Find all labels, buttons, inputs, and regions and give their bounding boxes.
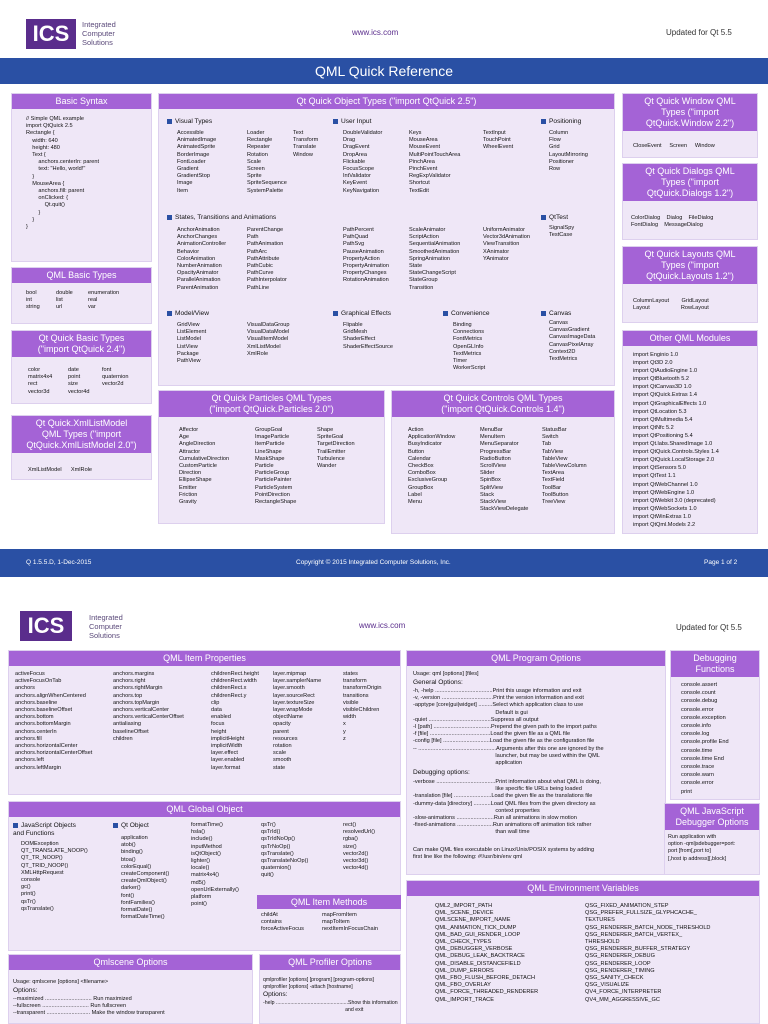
type-column: Loader Rectangle Repeater Rotation Scale Screen Sprite SpriteSequence SystemPalette (247, 130, 287, 194)
box-title: Qt Quick Layouts QML Types ("import QtQuick.Layouts 1.2") (623, 247, 757, 284)
section-heading: Options: (13, 987, 38, 994)
box-title: QML Basic Types (12, 268, 151, 283)
type-column: DoubleValidator Drag DragEvent DropArea Flickable FocusScope IntValidator KeyEvent KeyNavigation (343, 130, 383, 194)
type-list: CloseEvent Screen Window (633, 143, 715, 149)
box-title: Qt Quick Basic Types ("import QtQuick 2.4") (12, 331, 151, 357)
bullet-icon (443, 311, 448, 316)
box-title: Debugging Functions (671, 651, 759, 677)
window-types-box (622, 93, 758, 158)
section-heading (13, 822, 76, 838)
type-column: enumeration real var (88, 290, 120, 311)
type-column: Column Flow Grid LayoutMirroring Positioner Row (549, 130, 588, 173)
bullet-icon (13, 823, 18, 828)
box-title: QML Program Options (407, 651, 665, 666)
bullet-icon (167, 119, 172, 124)
bullet-icon (333, 119, 338, 124)
company-name-line: Integrated (82, 20, 116, 29)
type-column: UniformAnimator Vector3dAnimation ViewTransition XAnimator YAnimator (483, 227, 530, 262)
option-list: -help ..................................................Show this information and exit (263, 1000, 398, 1014)
type-column: MenuBar MenuItem MenuSeparator ProgressBar RadioButton ScrollView Slider SpinBox SplitView Stack StackView StackViewDelegate (480, 427, 529, 513)
code-sample: // Simple QML example import QtQuick 2.5 Rectangle { width: 640 height: 480 Text { anchors.centerIn: parent text: "Hello, world!" } MouseArea { anchors.fill: parent onClicked: { Qt.quit() } } } (26, 116, 100, 231)
variable-column: QSG_FIXED_ANIMATION_STEP QSG_PREFER_FULLSIZE_GLYPHCACHE_ TEXTURES QSG_RENDERER_BATCH_NODE_THRESHOLD QSG_RENDERER_BATCH_VERTEX_ THRESHOLD QSG_RENDERER_BUFFER_STRATEGY QSG_RENDERER_DEBUG QSG_RENDERER_LOOP QSG_RENDERER_TIMING QSG_SANITY_CHECK QSG_VISUALIZE QV4_FORCE_INTERPRETER QV4_MM_AGGRESSIVE_GC (585, 903, 711, 1003)
ics-logo: ICS (26, 19, 76, 49)
particles-box (158, 390, 385, 524)
function-column: formatTime() hsla() include() inputMethod isQtObject() lighter() locale() matrix4x4() md5() openUrlExternally() platform point() (191, 822, 239, 908)
type-column: PathPercent PathQuad PathSvg PauseAnimation PropertyAction PropertyAnimation PropertyChanges RotationAnimation (343, 227, 390, 284)
type-column: double list url (56, 290, 73, 311)
section-label: States, Transitions and Animations (175, 214, 277, 221)
section-heading (167, 214, 276, 222)
type-column: TextInput TouchPoint WheelEvent (483, 130, 514, 151)
type-column: ParentChange Path PathAnimation PathArc PathAttribute PathCubic PathCurve PathInterpolator PathLine (247, 227, 287, 291)
type-column: Affector Age AngleDirection Attractor CumulativeDirection CustomParticle Direction EllipseShape Emitter Friction Gravity (179, 427, 230, 506)
website-link[interactable]: www.ics.com (352, 28, 399, 37)
program-options-box (406, 650, 666, 875)
box-title: Qt Quick Controls QML Types ("import QtQuick.Controls 1.4") (392, 391, 614, 417)
function-column: application atob() binding() btoa() colorEqual() createComponent() createQmlObject() darker() font() fontFamilies() formatDate() formatDateTime() (121, 835, 170, 921)
function-column: rect() resolvedUrl() rgba() size() vector2d() vector3d() vector4d() (343, 822, 376, 872)
usage-line: qmlprofiler [options] [program] [program-options] qmlprofiler [options] -attach [hostname] (263, 977, 375, 991)
box-title: Qt Quick Object Types ("import QtQuick 2.5") (159, 94, 614, 109)
type-list: ColumnLayout GridLayout Layout RowLayout (633, 298, 709, 312)
option-list: -h, -help .....................................Print this usage information and exit -v, -version .................................Print the version information and exit -apptype [core|gui|widget] .........Select which application class to use Default is gui -quiet ........................................Suppress all output -I [path] .....................................Prepend the given path to the import paths -f [file] .......................................Load the given file as a QML file -config [file] ..............................Load the given file as the configuration file -- ..................................................Arguments after this one are ignored by the launcher, but may be used within the QML application (413, 688, 604, 767)
section-label: Convenience (451, 310, 490, 317)
bullet-icon (333, 311, 338, 316)
ics-logo: ICS (20, 611, 72, 641)
page-title: QML Quick Reference (0, 58, 768, 84)
type-column: Text Transform Translate Window (293, 130, 319, 158)
type-column: Keys MouseArea MouseEvent MultiPointTouchArea PinchArea PinchEvent RegExpValidator Shortcut TextEdit (409, 130, 461, 194)
bullet-icon (541, 119, 546, 124)
bullet-icon (113, 823, 118, 828)
profiler-options-box (259, 954, 401, 1024)
box-title: QML Global Object (9, 802, 400, 817)
item-methods-title: QML Item Methods (257, 895, 401, 909)
dialogs-box (622, 163, 758, 240)
box-title: Qt Quick Particles QML Types ("import QtQuick.Particles 2.0") (159, 391, 384, 417)
section-heading (541, 310, 571, 318)
bullet-icon (541, 215, 546, 220)
type-column: StatusBar Switch Tab TabView TableView TableViewColumn TextArea TextField ToolBar ToolButton TreeView (542, 427, 587, 506)
item-properties-box (8, 650, 401, 795)
option-list: --maximized .............................. Run maximized --fullscreen .............................. Run fullscreen --transparent ............................ Make the window transparent (13, 996, 165, 1017)
bullet-icon (541, 311, 546, 316)
box-title: QML Environment Variables (407, 881, 759, 896)
method-column: mapFromItem mapToItem nextItemInFocusChain (322, 912, 378, 933)
section-label: Positioning (549, 118, 582, 125)
section-heading (541, 214, 568, 222)
section-heading: General Options: (413, 679, 463, 686)
box-title: QML JavaScript Debugger Options (665, 804, 759, 830)
module-list: import Enginio 1.0 import Qt3D 2.0 import QtAudioEngine 1.0 import QtBluetooth 5.2 import QtCanvas3D 1.0 import QtQuick.Extras 1.4 import QtGraphicalEffects 1.0 import QtLocation 5.3 import QtMultimedia 5.4 import QtNfc 5.2 import QtPositioning 5.4 import Qt.labs.SharedImage 1.0 import QtQuick.Controls.Styles 1.4 import QtQuick.LocalStorage 2.0 import QtSensors 5.0 import QtTest 1.1 import QtWebChannel 1.0 import QtWebEngine 1.0 import QtWebkit 3.0 (deprecated) import QtWebSockets 1.0 import QtWinExtras 1.0 import QtQml.Models 2.2 (633, 352, 719, 528)
section-heading (167, 118, 212, 126)
company-name-line: Solutions (82, 38, 113, 47)
variable-column: QML2_IMPORT_PATH QML_SCENE_DEVICE QMLSCENE_IMPORT_NAME QML_ANIMATION_TICK_DUMP QML_BAD_GUI_RENDER_LOOP QML_CHECK_TYPES QML_DEBUGGER_VERBOSE QML_DEBUG_LEAK_BACKTRACE QML_DISABLE_DISTANCEFIELD QML_DUMP_ERRORS QML_FBO_FLUSH_BEFORE_DETACH QML_FBO_OVERLAY QML_FORCE_THREADED_RENDERER QML_IMPORT_TRACE (435, 903, 539, 1003)
footer-date: Q 1.5.5.D, 1-Dec-2015 (26, 559, 92, 566)
section-label: JavaScript Objects and Functions (13, 822, 76, 837)
box-title: Qt Quick Window QML Types ("import QtQuick.Window 2.2") (623, 94, 757, 131)
company-name (82, 20, 116, 47)
js-debugger-options-box (664, 803, 760, 875)
option-list: -verbose ......................................Print information about what QML is doing, like specific file URLs being loaded -translation [file] ........................Load the given file as the translations file -dummy-data [directory] ...........Load QML files from the given directory as context properties -slow-animations ........................Run all animations in slow motion -fixed-animations .......................Run animations off animation tick rather than wall time (413, 779, 601, 836)
footer-page-number: Page 1 of 2 (704, 559, 738, 566)
usage-line: Usage: qml [options] [files] (413, 671, 479, 677)
box-title: Other QML Modules (623, 331, 757, 346)
page-footer (0, 549, 768, 577)
section-heading (443, 310, 490, 318)
company-name (89, 613, 123, 640)
type-list: XmlListModel XmlRole (28, 467, 93, 473)
type-column: bool int string (26, 290, 40, 311)
option-text: Run application with option -qmljsdebugger=port: port [from[,port to] [,host ip address][,block] (668, 834, 736, 862)
type-column: Action ApplicationWindow BusyIndicator Button Calendar CheckBox ComboBox ExclusiveGroup GroupBox Label Menu (408, 427, 456, 506)
method-column: childAt contains forceActiveFocus (261, 912, 304, 933)
type-column: GroupGoal ImageParticle ItemParticle LineShape MaskShape Particle ParticleGroup ParticlePainter ParticleSystem PointDirection RectangleShape (255, 427, 297, 506)
section-heading (333, 118, 371, 126)
type-column: GridView ListElement ListModel ListView Package PathView (177, 322, 207, 365)
controls-box (391, 390, 615, 534)
type-column: ScaleAnimator ScriptAction SequentialAnimation SmoothedAnimation SpringAnimation State StateChangeScript StateGroup Transition (409, 227, 461, 291)
function-list: console.assert console.count console.debug console.error console.exception console.info console.log console.profile End console.time console.time End console.trace console.warn console.error print (681, 682, 729, 795)
company-name-line: Computer (82, 29, 115, 38)
section-heading: Debugging options: (413, 769, 470, 776)
section-heading (167, 310, 209, 318)
section-heading (541, 118, 581, 126)
box-title: QML Profiler Options (260, 955, 400, 970)
object-types-box (158, 93, 615, 386)
type-column: color matrix4x4 rect vector3d (28, 367, 53, 395)
box-title: Qmlscene Options (9, 955, 252, 970)
bullet-icon (167, 215, 172, 220)
type-column: Flipable GridMesh ShaderEffect ShaderEffectSource (343, 322, 393, 350)
box-title: QML Item Properties (9, 651, 400, 666)
box-title: Qt Quick Dialogs QML Types ("import QtQuick.Dialogs 1.2") (623, 164, 757, 201)
debugging-functions-box (670, 650, 760, 800)
type-list: ColorDialog Dialog FileDialog FontDialog MessageDialog (631, 215, 714, 229)
section-heading: Options: (263, 991, 288, 998)
property-column: anchors.margins anchors.right anchors.rightMargin anchors.top anchors.topMargin anchors.verticalCenter anchors.verticalCenterOffset antialiasing baselineOffset children (113, 671, 184, 742)
property-column: states transform transformOrigin transitions visible visibleChildren width x y z (343, 671, 382, 742)
other-modules-box (622, 330, 758, 534)
property-column: childrenRect.height childrenRect.width childrenRect.x childrenRect.y clip data enabled focus height implicitHeight implicitWidth layer.effect layer.enabled layer.format (211, 671, 259, 771)
box-title: Basic Syntax (12, 94, 151, 109)
section-heading (113, 822, 149, 830)
updated-note: Updated for Qt 5.5 (666, 28, 732, 37)
website-link[interactable]: www.ics.com (359, 621, 406, 630)
type-column: AnchorAnimation AnchorChanges AnimationController Behavior ColorAnimation NumberAnimation OpacityAnimator ParallelAnimation ParentAnimation (177, 227, 227, 291)
section-label: Model/View (175, 310, 209, 317)
section-label: QtTest (549, 214, 569, 221)
section-label: Graphical Effects (341, 310, 392, 317)
footer-copyright: Copyright © 2015 Integrated Computer Solutions, Inc. (296, 559, 451, 566)
section-label: Visual Types (175, 118, 213, 125)
note-text: Can make QML files executable on Linux/Unix/POSIX systems by adding first line like the following: #!/usr/bin/env qml (413, 847, 595, 861)
type-column: Canvas CanvasGradient CanvasImageData CanvasPixelArray Context2D TextMetrics (549, 320, 596, 363)
property-column: layer.mipmap layer.samplerName layer.smooth layer.sourceRect layer.textureSize layer.wrapMode objectName opacity parent resources rotation scale smooth state (273, 671, 322, 771)
function-list: DOMException QT_TRANSLATE_NOOP() QT_TR_NOOP() QT_TRID_NOOP() XMLHttpRequest console gc() print() qsTr() qsTranslate() (21, 841, 88, 912)
section-label: User Input (341, 118, 372, 125)
section-label: Canvas (549, 310, 572, 317)
section-label: Qt Object (121, 822, 149, 829)
type-column: date point size vector4d (68, 367, 90, 395)
xml-list-model-box (11, 415, 152, 480)
layouts-box (622, 246, 758, 323)
qmlscene-options-box (8, 954, 253, 1024)
type-column: SignalSpy TestCase (549, 225, 575, 239)
property-column: activeFocus activeFocusOnTab anchors anchors.alignWhenCentered anchors.baseline anchors.baselineOffset anchors.bottom anchors.bottomMargin anchors.centerIn anchors.fill anchors.horizontalCenter anchors.horizontalCenterOffset anchors.left anchors.leftMargin (15, 671, 93, 771)
type-column: font quaternion vector2d (102, 367, 129, 388)
company-name-line: Solutions (89, 631, 120, 640)
type-column: Accessible AnimatedImage AnimatedSprite BorderImage FontLoader Gradient GradientStop Image Item (177, 130, 217, 194)
updated-note: Updated for Qt 5.5 (676, 623, 742, 632)
basic-syntax-box (11, 93, 152, 262)
type-column: VisualDataGroup VisualDataModel VisualItemModel XmlListModel XmlRole (247, 322, 290, 357)
qt-quick-basic-types-box (11, 330, 152, 404)
company-name-line: Computer (89, 622, 122, 631)
bullet-icon (167, 311, 172, 316)
qml-basic-types-box (11, 267, 152, 324)
type-column: Binding Connections FontMetrics OpenGLInfo TextMetrics Timer WorkerScript (453, 322, 486, 372)
usage-line: Usage: qmlscene [options] <filename> (13, 979, 109, 985)
box-title: Qt Quick.XmlListModel QML Types ("import QtQuick.XmlListModel 2.0") (12, 416, 151, 453)
section-heading (333, 310, 391, 318)
type-column: Shape SpriteGoal TargetDirection TrailEmitter Turbulence Wander (317, 427, 355, 470)
function-column: qsTr() qsTrId() qsTrIdNoOp() qsTrNoOp() qsTranslate() qsTranslateNoOp() quaternion() quit() (261, 822, 309, 879)
company-name-line: Integrated (89, 613, 123, 622)
environment-variables-box (406, 880, 760, 1024)
